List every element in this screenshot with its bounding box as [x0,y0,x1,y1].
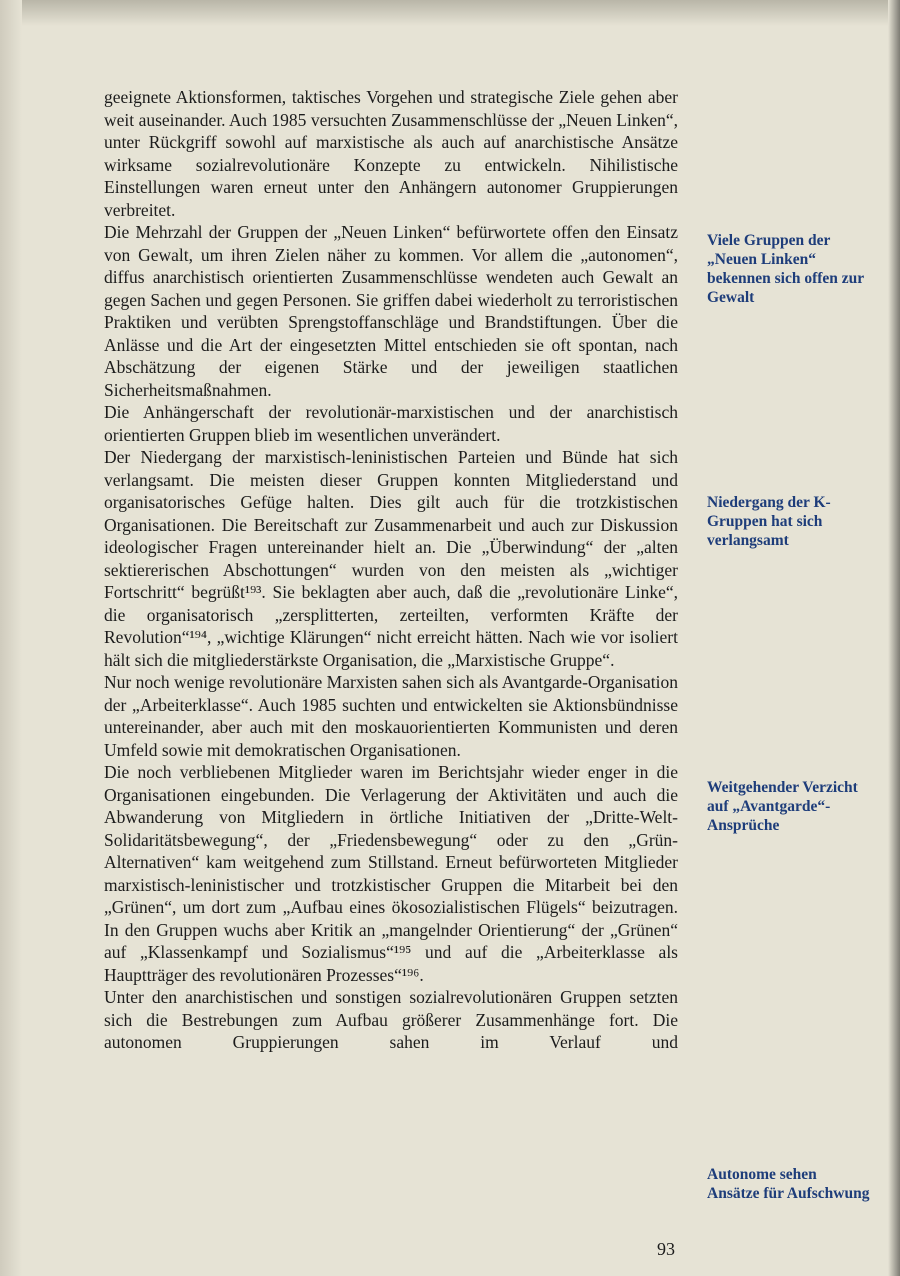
paragraph: Unter den anarchistischen und sonstigen sozialrevolutionären Gruppen setzten sich die Bestrebungen zum Aufbau größerer Zusammenhänge fort. Die autonomen Gruppierungen sahen im Verlauf und [104,987,678,1052]
page-number: 93 [657,1239,675,1259]
paragraph: Der Niedergang der marxistisch-leninistischen Parteien und Bünde hat sich verlangsamt. Die meisten dieser Gruppen konnten Mitgliederstand und organisatorisches Gefüge halten. Dies gilt auch für die trotzkistischen Organisationen. Die Bereitschaft zur Zusammenarbeit und auch zur Diskussion ideologischer Fragen untereinander hielt an. Die „Überwindung“ der „alten sektiererischen Abschottungen“ wurden von den meisten als „wichtiger Fortschritt“ begrüßt¹⁹³. Sie beklagten aber auch, daß die „revolutionäre Linke“, die organisatorisch „zersplitterten, zerteilten, verformten Kräfte der Revolution“¹⁹⁴, „wichtige Klärungen“ nicht erreicht hätten. Nach wie vor isoliert hält sich die mitgliederstärkste Organisation, die „Marxistische Gruppe“. [104,447,678,670]
margin-note: Viele Gruppen der „Neuen Linken“ bekennen sich offen zur Gewalt [707,232,864,306]
body-text [104,86,678,1054]
margin-note: Niedergang der K-Gruppen hat sich verlangsamt [707,494,831,549]
margin-note: Weitgehender Verzicht auf „Avantgarde“-Ansprüche [707,779,858,834]
scan-top-shadow [0,0,900,26]
paragraph: Die noch verbliebenen Mitglieder waren im Berichtsjahr wieder enger in die Organisationen eingebunden. Die Verlagerung der Aktivitäten und auch die Abwanderung von Mitgliedern in örtliche Initiativen der „Dritte-Welt-Solidaritätsbewegung“, der „Friedensbewegung“ oder zu den „Grün-Alternativen“ kam weitgehend zum Stillstand. Erneut befürworteten Mitglieder marxistisch-leninistischer und trotzkistischer Gruppen die Mitarbeit bei den „Grünen“, um dort zum „Aufbau eines ökosozialistischen Flügels“ beizutragen. In den Gruppen wuchs aber Kritik an „mangelnder Orientierung“ der „Grünen“ auf „Klassenkampf und Sozialismus“¹⁹⁵ und auf die „Arbeiterklasse als Hauptträger des revolutionären Prozesses“¹⁹⁶. [104,762,678,985]
margin-note: Autonome sehen Ansätze für Aufschwung [707,1166,870,1202]
paragraph: geeignete Aktionsformen, taktisches Vorgehen und strategische Ziele gehen aber weit auseinander. Auch 1985 versuchten Zusammenschlüsse der „Neuen Linken“, unter Rückgriff sowohl auf marxistische als auch auf anarchistische Ansätze wirksame sozialrevolutionäre Konzepte zu entwickeln. Nihilistische Einstellungen waren erneut unter den Anhängern autonomer Gruppierungen verbreitet. [104,87,678,220]
scan-left-edge [0,0,22,1276]
paragraph: Die Anhängerschaft der revolutionär-marxistischen und der anarchistisch orientierten Gruppen blieb im wesentlichen unverändert. [104,402,678,445]
scan-right-edge [888,0,900,1276]
paragraph: Nur noch wenige revolutionäre Marxisten sahen sich als Avantgarde-Organisation der „Arbeiterklasse“. Auch 1985 suchten und entwickelten sie Aktionsbündnisse untereinander, aber auch mit den moskauorientierten Kommunisten und deren Umfeld sowie mit demokratischen Organisationen. [104,672,678,760]
paragraph: Die Mehrzahl der Gruppen der „Neuen Linken“ befürwortete offen den Einsatz von Gewalt, um ihren Zielen näher zu kommen. Vor allem die „autonomen“, diffus anarchistisch orientierten Zusammenschlüsse wendeten auch Gewalt an gegen Sachen und gegen Personen. Sie griffen dabei wiederholt zu terroristischen Praktiken und verübten Sprengstoffanschläge und Brandstiftungen. Über die Anlässe und die Art der eingesetzten Mittel entschieden sie oft spontan, nach Abschätzung der eigenen Stärke und der jeweiligen staatlichen Sicherheitsmaßnahmen. [104,222,678,400]
